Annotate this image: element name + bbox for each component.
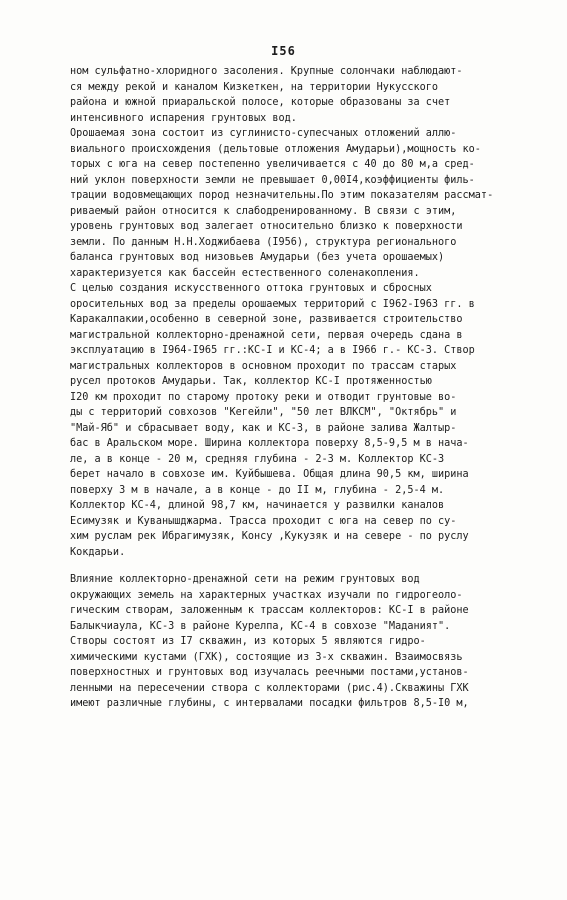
text-line: С целью создания искусственного оттока грунтовых и сбросных bbox=[70, 283, 432, 294]
text-line: Коллектор КС-4, длиной 98,7 км, начинается у развилки каналов bbox=[70, 500, 445, 511]
text-line: уровень грунтовых вод залегает относительно близко к поверхности bbox=[70, 221, 463, 232]
text-line: района и южной приаральской полосе, которые образованы за счет bbox=[70, 97, 451, 108]
text-line: имеют различные глубины, с интервалами посадки фильтров 8,5-I0 м, bbox=[70, 698, 469, 709]
text-line: хим руслам рек Ибрагимузяк, Консу ,Кукузяк и на севере - по руслу bbox=[70, 531, 469, 542]
text-line: окружающих земель на характерных участках изучали по гидрогеоло- bbox=[70, 589, 463, 601]
text-line: ном сульфатно-хлоридного засоления. Крупные солончаки наблюдают- bbox=[70, 66, 463, 77]
text-line: гическим створам, заложенным к трассам коллекторов: КС-I в районе bbox=[70, 605, 469, 616]
text-line: ды с территорий совхозов "Кегейли", "50 лет ВЛКСМ", "Октябрь" и bbox=[70, 407, 457, 418]
text-line: торых с юга на север постепенно увеличивается с 40 до 80 м,а сред- bbox=[70, 159, 475, 170]
paragraph-1 bbox=[70, 64, 518, 126]
text-line: ле, а в конце - 20 м, средняя глубина - 2-3 м. Коллектор КС-3 bbox=[70, 453, 445, 465]
text-line: Кокдарьи. bbox=[70, 546, 126, 558]
text-line: Створы состоят из I7 скважин, из которых 5 являются гидро- bbox=[70, 636, 426, 647]
paragraph-2 bbox=[70, 126, 518, 281]
text-line: интенсивного испарения грунтовых вод. bbox=[70, 112, 297, 124]
text-line: Есимузяк и Куванышджарма. Трасса проходит с юга на север по су- bbox=[70, 515, 457, 527]
paragraph-3 bbox=[70, 281, 518, 560]
text-line: трации водовмещающих пород незначительны.По этим показателям рассмат- bbox=[70, 190, 494, 201]
text-line: I20 км проходит по старому протоку реки и отводит грунтовые во- bbox=[70, 391, 457, 403]
text-line: Влияние коллекторно-дренажной сети на режим грунтовых вод bbox=[70, 574, 420, 585]
text-line: баланса грунтовых вод низовьев Амударьи (без учета орошаемых) bbox=[70, 252, 445, 263]
text-line: поверхностных и грунтовых вод изучалась реечными постами,установ- bbox=[70, 667, 469, 678]
text-line: берет начало в совхозе им. Куйбышева. Общая длина 90,5 км, ширина bbox=[70, 469, 469, 480]
text-line: магистральной коллекторно-дренажной сети, первая очередь сдана в bbox=[70, 329, 463, 341]
text-line: ний уклон поверхности земли не превышает 0,00I4,коэффициенты филь- bbox=[70, 174, 475, 186]
text-line: оросительных вод за пределы орошаемых территорий с I962-I963 гг. в bbox=[70, 298, 475, 310]
text-line: эксплуатацию в I964-I965 гг.:КС-I и КС-4; а в I966 г.- КС-3. Створ bbox=[70, 345, 475, 356]
paragraph-4 bbox=[70, 572, 518, 634]
text-line: земли. По данным Н.Н.Ходжибаева (I956), структура регионального bbox=[70, 236, 457, 248]
text-line: русел протоков Амударьи. Так, коллектор КС-I протяженностью bbox=[70, 376, 432, 387]
text-line: ся между рекой и каналом Кизкеткен, на территории Нукусского bbox=[70, 81, 439, 93]
text-line: бас в Аральском море. Ширина коллектора поверху 8,5-9,5 м в нача- bbox=[70, 438, 469, 449]
text-line: характеризуется как бассейн естественного соленакопления. bbox=[70, 267, 420, 279]
page-number: I56 bbox=[271, 44, 296, 58]
text-line: поверху 3 м в начале, а в конце - до II м, глубина - 2,5-4 м. bbox=[70, 484, 445, 496]
text-line: Каракалпакии,особенно в северной зоне, развивается строительство bbox=[70, 314, 463, 325]
body-text bbox=[70, 64, 518, 712]
text-line: виального происхождения (дельтовые отложения Амударьи),мощность ко- bbox=[70, 143, 481, 155]
text-line: химическими кустами (ГХК), состоящие из 3-х скважин. Взаимосвязь bbox=[70, 651, 463, 663]
text-line: Орошаемая зона состоит из суглинисто-супесчаных отложений аллю- bbox=[70, 128, 457, 139]
text-line: Балыкчиаула, КС-3 в районе Курелпа, КС-4 в совхозе "Маданият". bbox=[70, 620, 451, 632]
paragraph-5 bbox=[70, 634, 518, 712]
text-line: "Май-Яб" и сбрасывает воду, как и КС-3, в районе залива Жалтыр- bbox=[70, 422, 457, 434]
paragraph-spacer bbox=[70, 560, 518, 572]
text-line: магистральных коллекторов в основном проходит по трассам старых bbox=[70, 360, 457, 372]
text-line: риваемый район относится к слабодренированному. В связи с этим, bbox=[70, 205, 457, 217]
text-line: ленными на пересечении створа с коллекторами (рис.4).Скважины ГХК bbox=[70, 682, 469, 694]
